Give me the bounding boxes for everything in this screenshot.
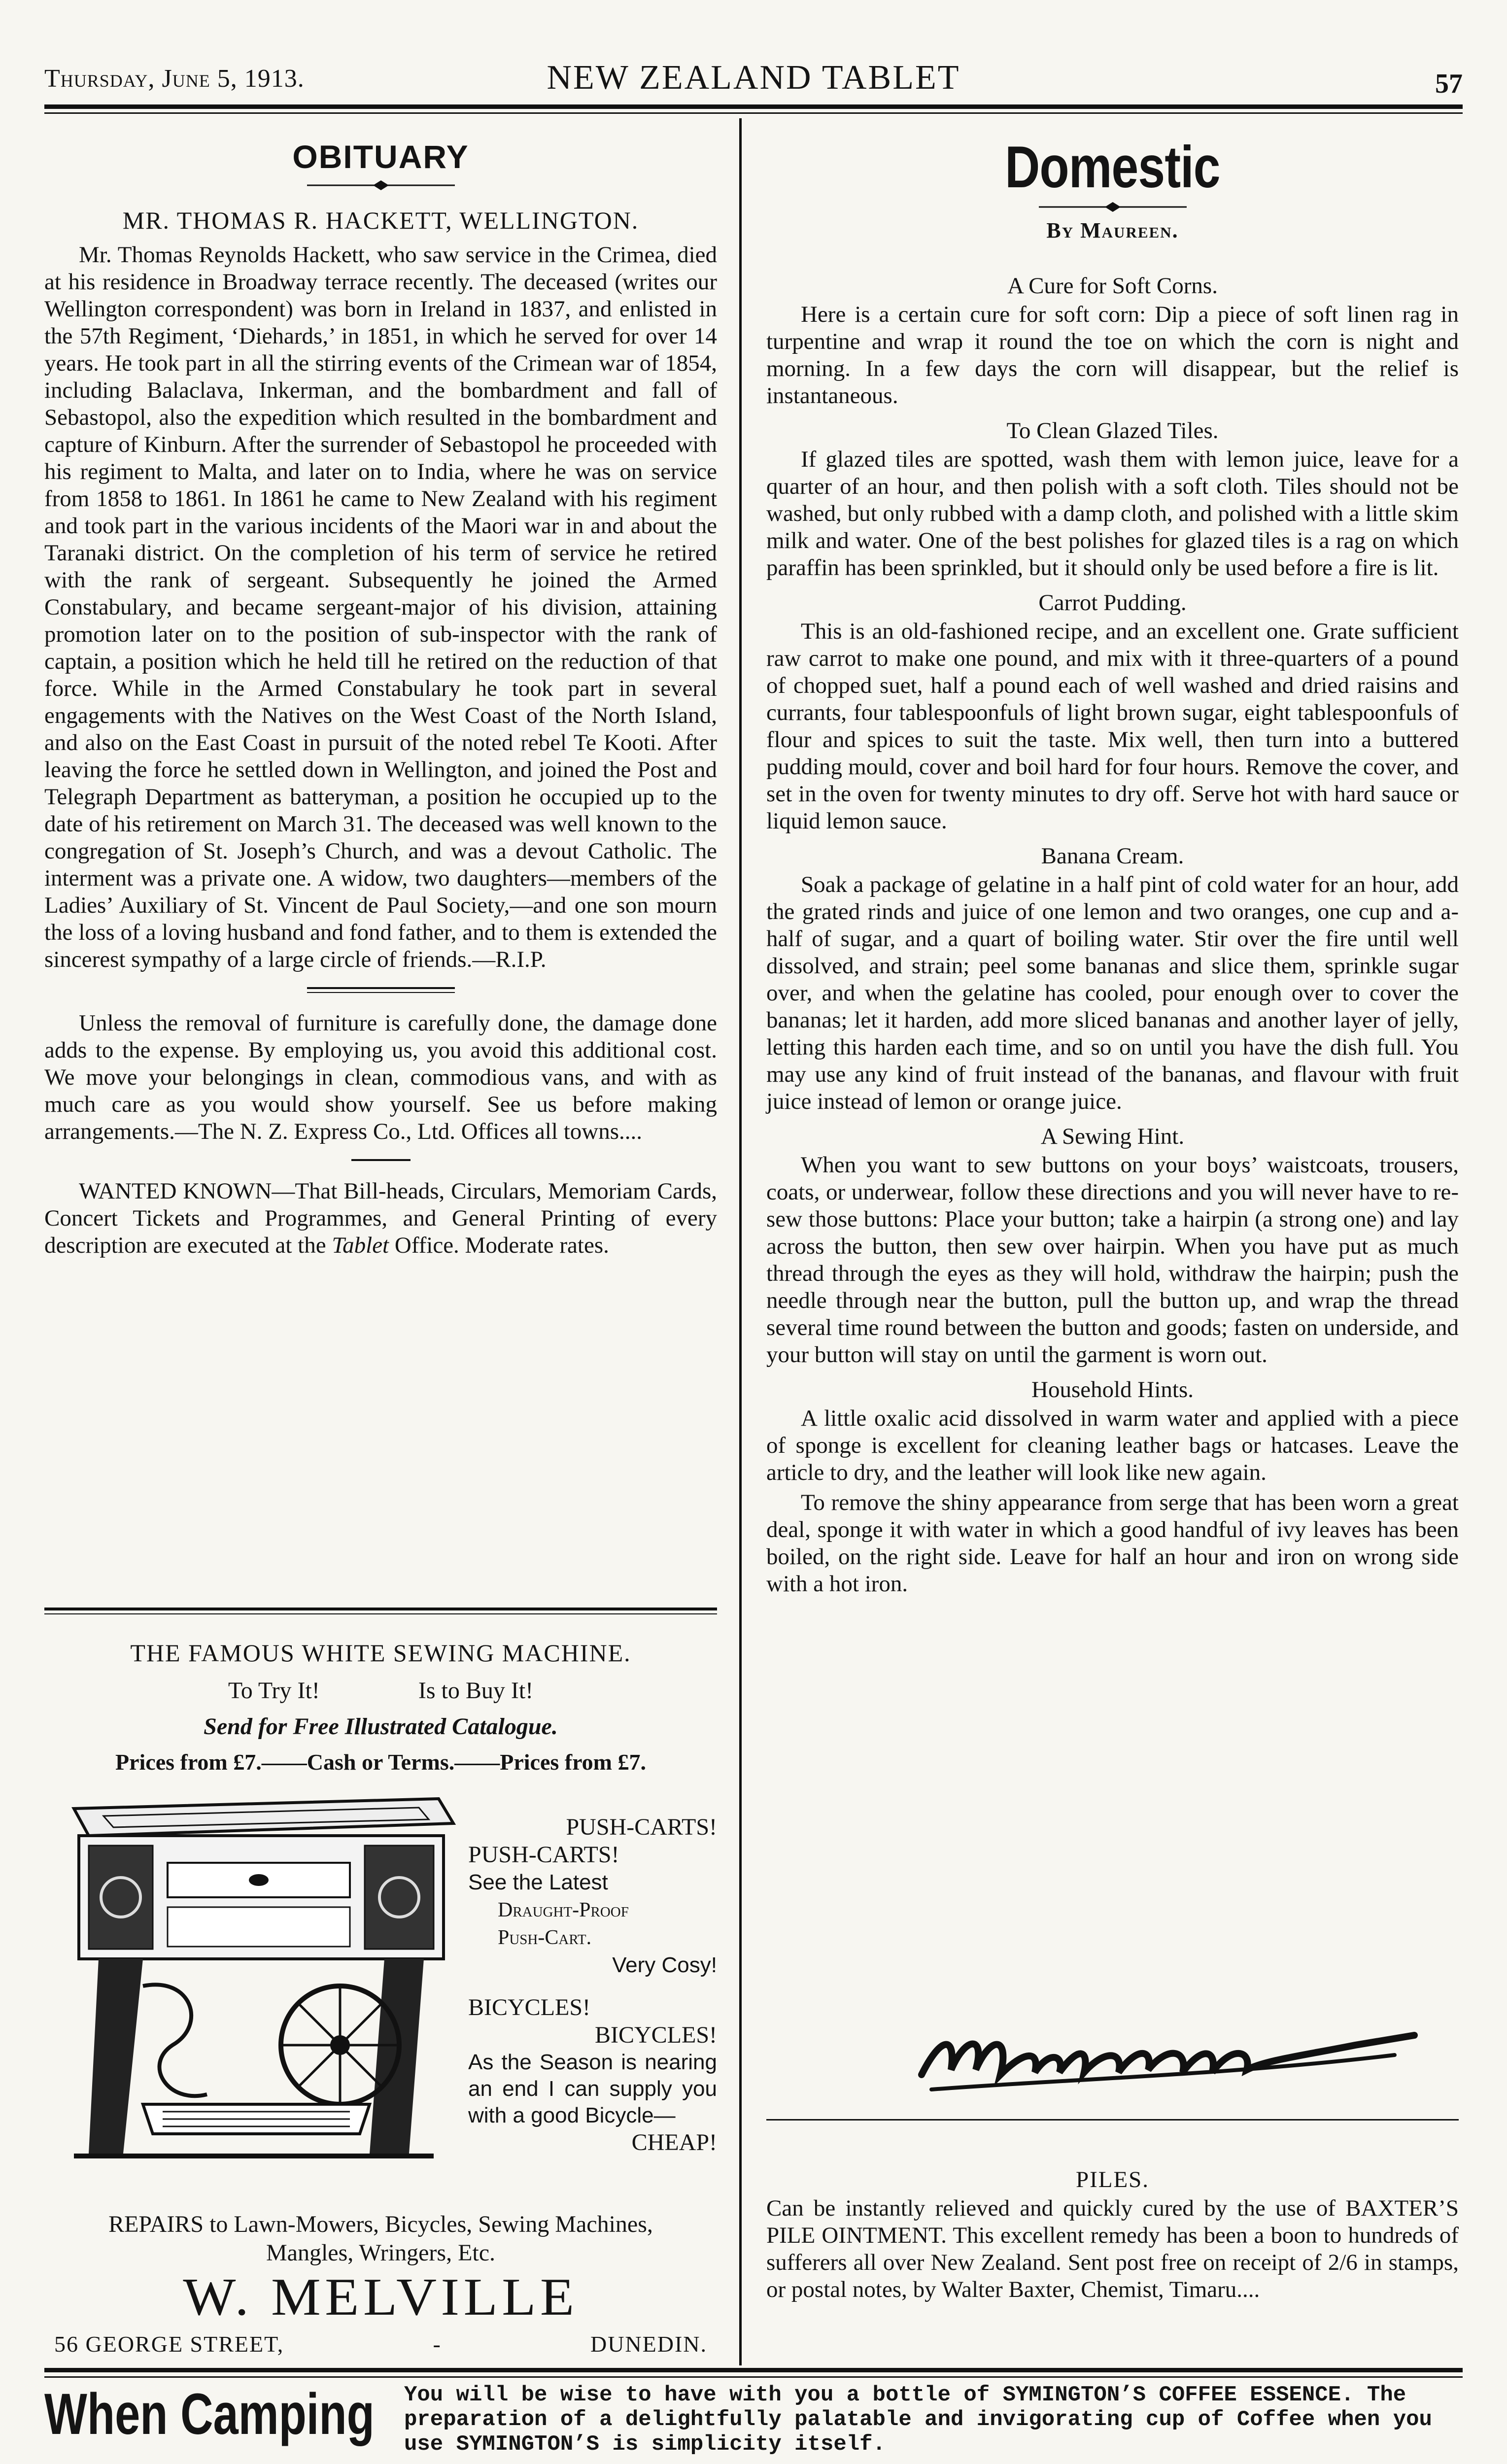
address-dash: - [433, 2331, 442, 2357]
section-rule-short [351, 1159, 411, 1161]
when-camping-title: When Camping [44, 2382, 375, 2447]
recipe-glazed-tiles [766, 417, 1459, 582]
header-rule [44, 104, 1463, 109]
address-city: DUNEDIN. [590, 2331, 707, 2357]
footer-rule [44, 2368, 1463, 2372]
recipe-body: A little oxalic acid dissolved in warm water and applied with a piece of sponge is excellent for cleaning leather bags or hatcases. Leave the article to dry, and the leather will look like new again. [766, 1405, 1459, 1485]
recipe-body: Soak a package of gelatine in a half pint of cold water for an hour, add the grated rinds and juice of one lemon and two oranges, one cup and a-half of sugar, and a quart of boiling water. Stir over the fire until well dissolved, and strain; peel some bananas and slice them, sprinkle sugar over, and when the gelatine has cooled, pour enough over to cover the bananas; let it harden, add more sliced bananas and another layer of jelly, letting this harden each time, and so on until you have the dish full. You may use any kind of fruit instead of the bananas, and flavour with fruit juice instead of lemon or orange juice. [766, 872, 1459, 1114]
ad-rule-top-thin [44, 1613, 717, 1614]
domestic-ornament-icon [1039, 201, 1187, 213]
ad-right-block [468, 1814, 717, 2156]
ornament-divider-icon [307, 179, 455, 191]
right-column [766, 128, 1459, 1598]
recipe-body: Here is a certain cure for soft corn: Dip a piece of soft linen rag in turpentine and wrap it round the toe on which the corn is night and morning. In a few days the corn will disappear, but the relief is instantaneous. [766, 302, 1459, 409]
obituary-body: Mr. Thomas Reynolds Hackett, who saw service in the Crimea, died at his residence in Broadway terrace recently. The deceased (writes our Wellington correspondent) was born in Ireland in 1837, and enlisted in the 57th Regiment, ‘Diehards,’ in 1851, in which he served for over 14 years. He took part in all the stirring events of the Crimean war of 1854, including Balaclava, Inkerman, and the bombardment and fall of Sebastopol, also the expedition which resulted in the bombardment and capture of Kinburn. After the surrender of Sebastopol he proceeded with his regiment to Malta, and later on to India, where he was on service from 1858 to 1861. In 1861 he came to New Zealand with his regiment and took part in the various incidents of the Maori war in and about the Taranaki district. On the completion of his term of service he retired with the rank of sergeant. Subsequently he joined the Armed Constabulary, and became sergeant-major of his division, attaining promotion later on to the position of sub-inspector with the rank of captain, a position which he held till he retired on the reduction of that force. While in the Armed Constabulary he took part in several engagements with the Natives on the West Coast of the North Island, and also on the East Coast in pursuit of the noted rebel Te Kooti. After leaving the force he settled down in Wellington, and joined the Post and Telegraph Department as batteryman, a position he occupied up to the date of his retirement on March 31. The deceased was well known to the congregation of St. Joseph’s Church, and was a devout Catholic. The interment was a private one. A widow, two daughters—members of the Ladies’ Auxiliary of St. Vincent de Paul Society,—and one son mourn the loss of a loving husband and fond father, and to them is extended the sincerest sympathy of a large circle of friends.—R.I.P. [44, 242, 717, 972]
push-cart: Push-Cart. [498, 1926, 592, 1949]
recipe-title: Banana Cream. [1041, 843, 1184, 869]
recipe-sewing-hint [766, 1123, 1459, 1369]
repairs-text: REPAIRS to Lawn-Mowers, Bicycles, Sewing Machines, Mangles, Wringers, Etc. [108, 2211, 653, 2266]
piles-ad [766, 2158, 1459, 2303]
column-divider [739, 118, 742, 2365]
recipe-carrot-pudding [766, 589, 1459, 835]
recipe-body: If glazed tiles are spotted, wash them with lemon juice, leave for a quarter of an hour, and then polish with a soft cloth. Tiles should not be washed, but only rubbed with a damp cloth, and polished with a little skim milk and water. One of the best polishes for glazed tiles is a rag on which paraffin has been sprinkled, but it should only be used before a fire is lit. [766, 446, 1459, 581]
recipe-title: Household Hints. [1031, 1377, 1194, 1403]
issue-date: Thursday, June 5, 1913. [44, 65, 305, 93]
wanted-notice-rates: Office. Moderate rates. [389, 1232, 609, 1258]
recipe-banana-cream [766, 843, 1459, 1115]
melville-name: W. MELVILLE [183, 2268, 579, 2327]
recipe-title: To Clean Glazed Tiles. [1006, 418, 1219, 444]
left-column [44, 128, 717, 1259]
obituary-section-title: OBITUARY [292, 138, 469, 175]
ad-try-it: To Try It! [228, 1677, 320, 1704]
cheap: CHEAP! [631, 2129, 717, 2156]
header-rule-thin [44, 112, 1463, 114]
recipe-title: Carrot Pudding. [1038, 590, 1187, 616]
publication-title: NEW ZEALAND TABLET [547, 59, 960, 97]
see-latest: See the Latest [468, 1870, 608, 1894]
piles-title: PILES. [1075, 2167, 1150, 2192]
wanted-notice-text: WANTED KNOWN—That Bill-heads, Circulars, Memoriam Cards, Concert Tickets and Programmes, and General Printing of every description are executed at the [44, 1178, 717, 1258]
footer-ad [44, 2378, 1463, 2464]
ad-try-buy [44, 1677, 717, 1704]
recipe-body: When you want to sew buttons on your boys’ waistcoats, trousers, coats, or underwear, follow these directions and you will never have to re-sew those buttons: Place your button; take a hairpin (a strong one) and lay across the button, then sew over hairpin. When you have put as much thread through the eyes as they will hold, withdraw the hairpin; push the needle through near the button, pull the button up, and wrap the thread several time round between the button and goods; fasten on underside, and your button will stay on until the garment is worn out. [766, 1152, 1459, 1368]
ad-prices: Prices from £7.——Cash or Terms.——Prices from £7. [115, 1749, 646, 1775]
sewing-machine-ad [44, 1619, 717, 2358]
recipe-soft-corns [766, 273, 1459, 410]
maureen-signature-icon [912, 2016, 1429, 2099]
recipe-title: A Cure for Soft Corns. [1007, 273, 1218, 299]
bicycles-2: BICYCLES! [594, 2022, 717, 2048]
wanted-notice-tablet: Tablet [332, 1232, 389, 1258]
recipe-title: A Sewing Hint. [1040, 1124, 1185, 1149]
sewing-machine-illustration-icon [44, 1789, 463, 2173]
section-rule [307, 987, 455, 993]
ad-headline: THE FAMOUS WHITE SEWING MACHINE. [130, 1639, 631, 1667]
address-street: 56 GEORGE STREET, [54, 2331, 284, 2357]
push-carts-1: PUSH-CARTS! [566, 1814, 717, 1840]
ad-buy-it: Is to Buy It! [418, 1677, 534, 1704]
footer-ad-body: You will be wise to have with you a bottle of SYMINGTON’S COFFEE ESSENCE. The preparation of a delightfully palatable and invigorating cup of Coffee when you use SYMINGTON’S is simplicity itself. [404, 2383, 1432, 2457]
ad-catalogue: Send for Free Illustrated Catalogue. [204, 1713, 558, 1740]
draught-proof: Draught-Proof [498, 1899, 629, 1921]
season-text: As the Season is nearing an end I can supply you with a good Bicycle— [468, 2050, 717, 2127]
domestic-title: Domestic [1005, 134, 1220, 200]
page-header [44, 58, 1463, 103]
bicycles-1: BICYCLES! [468, 1994, 591, 2020]
serge-hint: To remove the shiny appearance from serge that has been worn a great deal, sponge it with water in which a good handful of ivy leaves has been boiled, on the right side. Leave for half an hour and iron on wrong side with a hot iron. [766, 1490, 1459, 1597]
push-carts-2: PUSH-CARTS! [468, 1842, 619, 1868]
domestic-byline: By Maureen. [1046, 218, 1179, 242]
piles-body: Can be instantly relieved and quickly cured by the use of BAXTER’S PILE OINTMENT. This excellent remedy has been a boon to hundreds of sufferers all over New Zealand. Sent post free on receipt of 2/6 in stamps, or postal notes, by Walter Baxter, Chemist, Timaru.... [766, 2195, 1459, 2302]
very-cosy: Very Cosy! [612, 1953, 717, 1977]
recipe-household-hints [766, 1376, 1459, 1598]
recipe-body: This is an old-fashioned recipe, and an excellent one. Grate sufficient raw carrot to make one pound, and mix with it three-quarters of a pound of chopped suet, half a pound each of well washed and dried raisins and currants, four tablespoonfuls of light brown sugar, eight tablespoonfuls of flour and spices to suit the taste. Mix well, then turn into a buttered pudding mould, cover and boil hard for four hours. Remove the cover, and set in the oven for twenty minutes to dry off. Serve hot with hard sauce or liquid lemon sauce. [766, 618, 1459, 834]
page-number: 57 [1435, 68, 1463, 99]
obituary-heading: MR. THOMAS R. HACKETT, WELLINGTON. [122, 206, 639, 234]
express-notice: Unless the removal of furniture is carefully done, the damage done adds to the expense. By employing us, you avoid this additional cost. We move your belongings in clean, commodious vans, and with as much care as you would show yourself. See us before making arrangements.—The N. Z. Express Co., Ltd. Offices all towns.... [44, 1010, 717, 1144]
wanted-notice [44, 1178, 717, 1259]
ad-rule-top [44, 1608, 717, 1610]
piles-rule [766, 2119, 1459, 2121]
address-line [44, 2331, 717, 2357]
